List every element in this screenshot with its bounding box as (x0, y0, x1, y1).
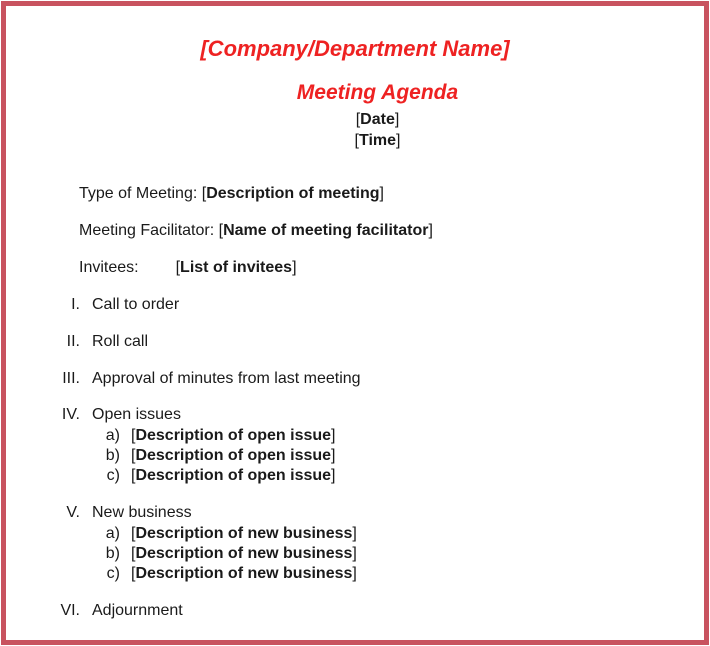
sub-item: [Description of open issue] (131, 427, 336, 444)
facilitator-label: Meeting Facilitator: (79, 222, 215, 239)
sub-item-text: Description of open issue (135, 427, 332, 444)
sub-item: [Description of open issue] (131, 467, 336, 484)
date-value: Date (360, 111, 395, 128)
company-name: [Company/Department Name] (200, 36, 510, 61)
invitees-label: Invitees: (79, 259, 139, 276)
agenda-item: Open issues (92, 406, 181, 423)
agenda-item: Call to order (92, 296, 180, 313)
sub-item-text: Description of open issue (135, 447, 332, 464)
sub-item-text: Description of open issue (135, 467, 332, 484)
meeting-type-value: Description of meeting (206, 185, 380, 202)
sub-item-text: Description of new business (135, 525, 353, 542)
sub-letter: a) (105, 525, 120, 542)
meeting-type-label: Type of Meeting: (79, 185, 198, 202)
sub-item-text: Description of new business (135, 565, 353, 582)
time-line: [Time] (354, 132, 401, 149)
sub-letter: c) (106, 565, 120, 582)
sub-item-text: Description of new business (135, 545, 353, 562)
agenda-number: IV. (61, 406, 80, 423)
agenda-number: III. (62, 370, 80, 387)
agenda-item: Roll call (92, 333, 149, 350)
agenda-item: New business (92, 504, 192, 521)
facilitator-value: Name of meeting facilitator (223, 222, 429, 239)
sub-item: [Description of open issue] (131, 447, 336, 464)
sub-letter: b) (105, 545, 120, 562)
sub-item: [Description of new business] (131, 565, 357, 582)
agenda-number: V. (66, 504, 80, 521)
sub-item: [Description of new business] (131, 525, 357, 542)
agenda-number: VI. (60, 602, 80, 619)
page-title: Meeting Agenda (296, 81, 459, 104)
invitees-value: List of invitees (180, 259, 293, 276)
agenda-number: I. (71, 296, 80, 313)
agenda-item: Adjournment (92, 602, 183, 619)
meeting-type-field: Type of Meeting: [Description of meeting] (79, 185, 384, 202)
invitees-field: Invitees: [List of invitees] (79, 259, 297, 276)
sub-item: [Description of new business] (131, 545, 357, 562)
date-line: [Date] (355, 111, 400, 128)
agenda-number: II. (66, 333, 80, 350)
sub-letter: a) (105, 427, 120, 444)
sub-letter: c) (106, 467, 120, 484)
sub-letter: b) (105, 447, 120, 464)
time-value: Time (358, 132, 397, 149)
agenda-item: Approval of minutes from last meeting (92, 370, 361, 387)
facilitator-field: Meeting Facilitator: [Name of meeting facilitator] (79, 222, 433, 239)
